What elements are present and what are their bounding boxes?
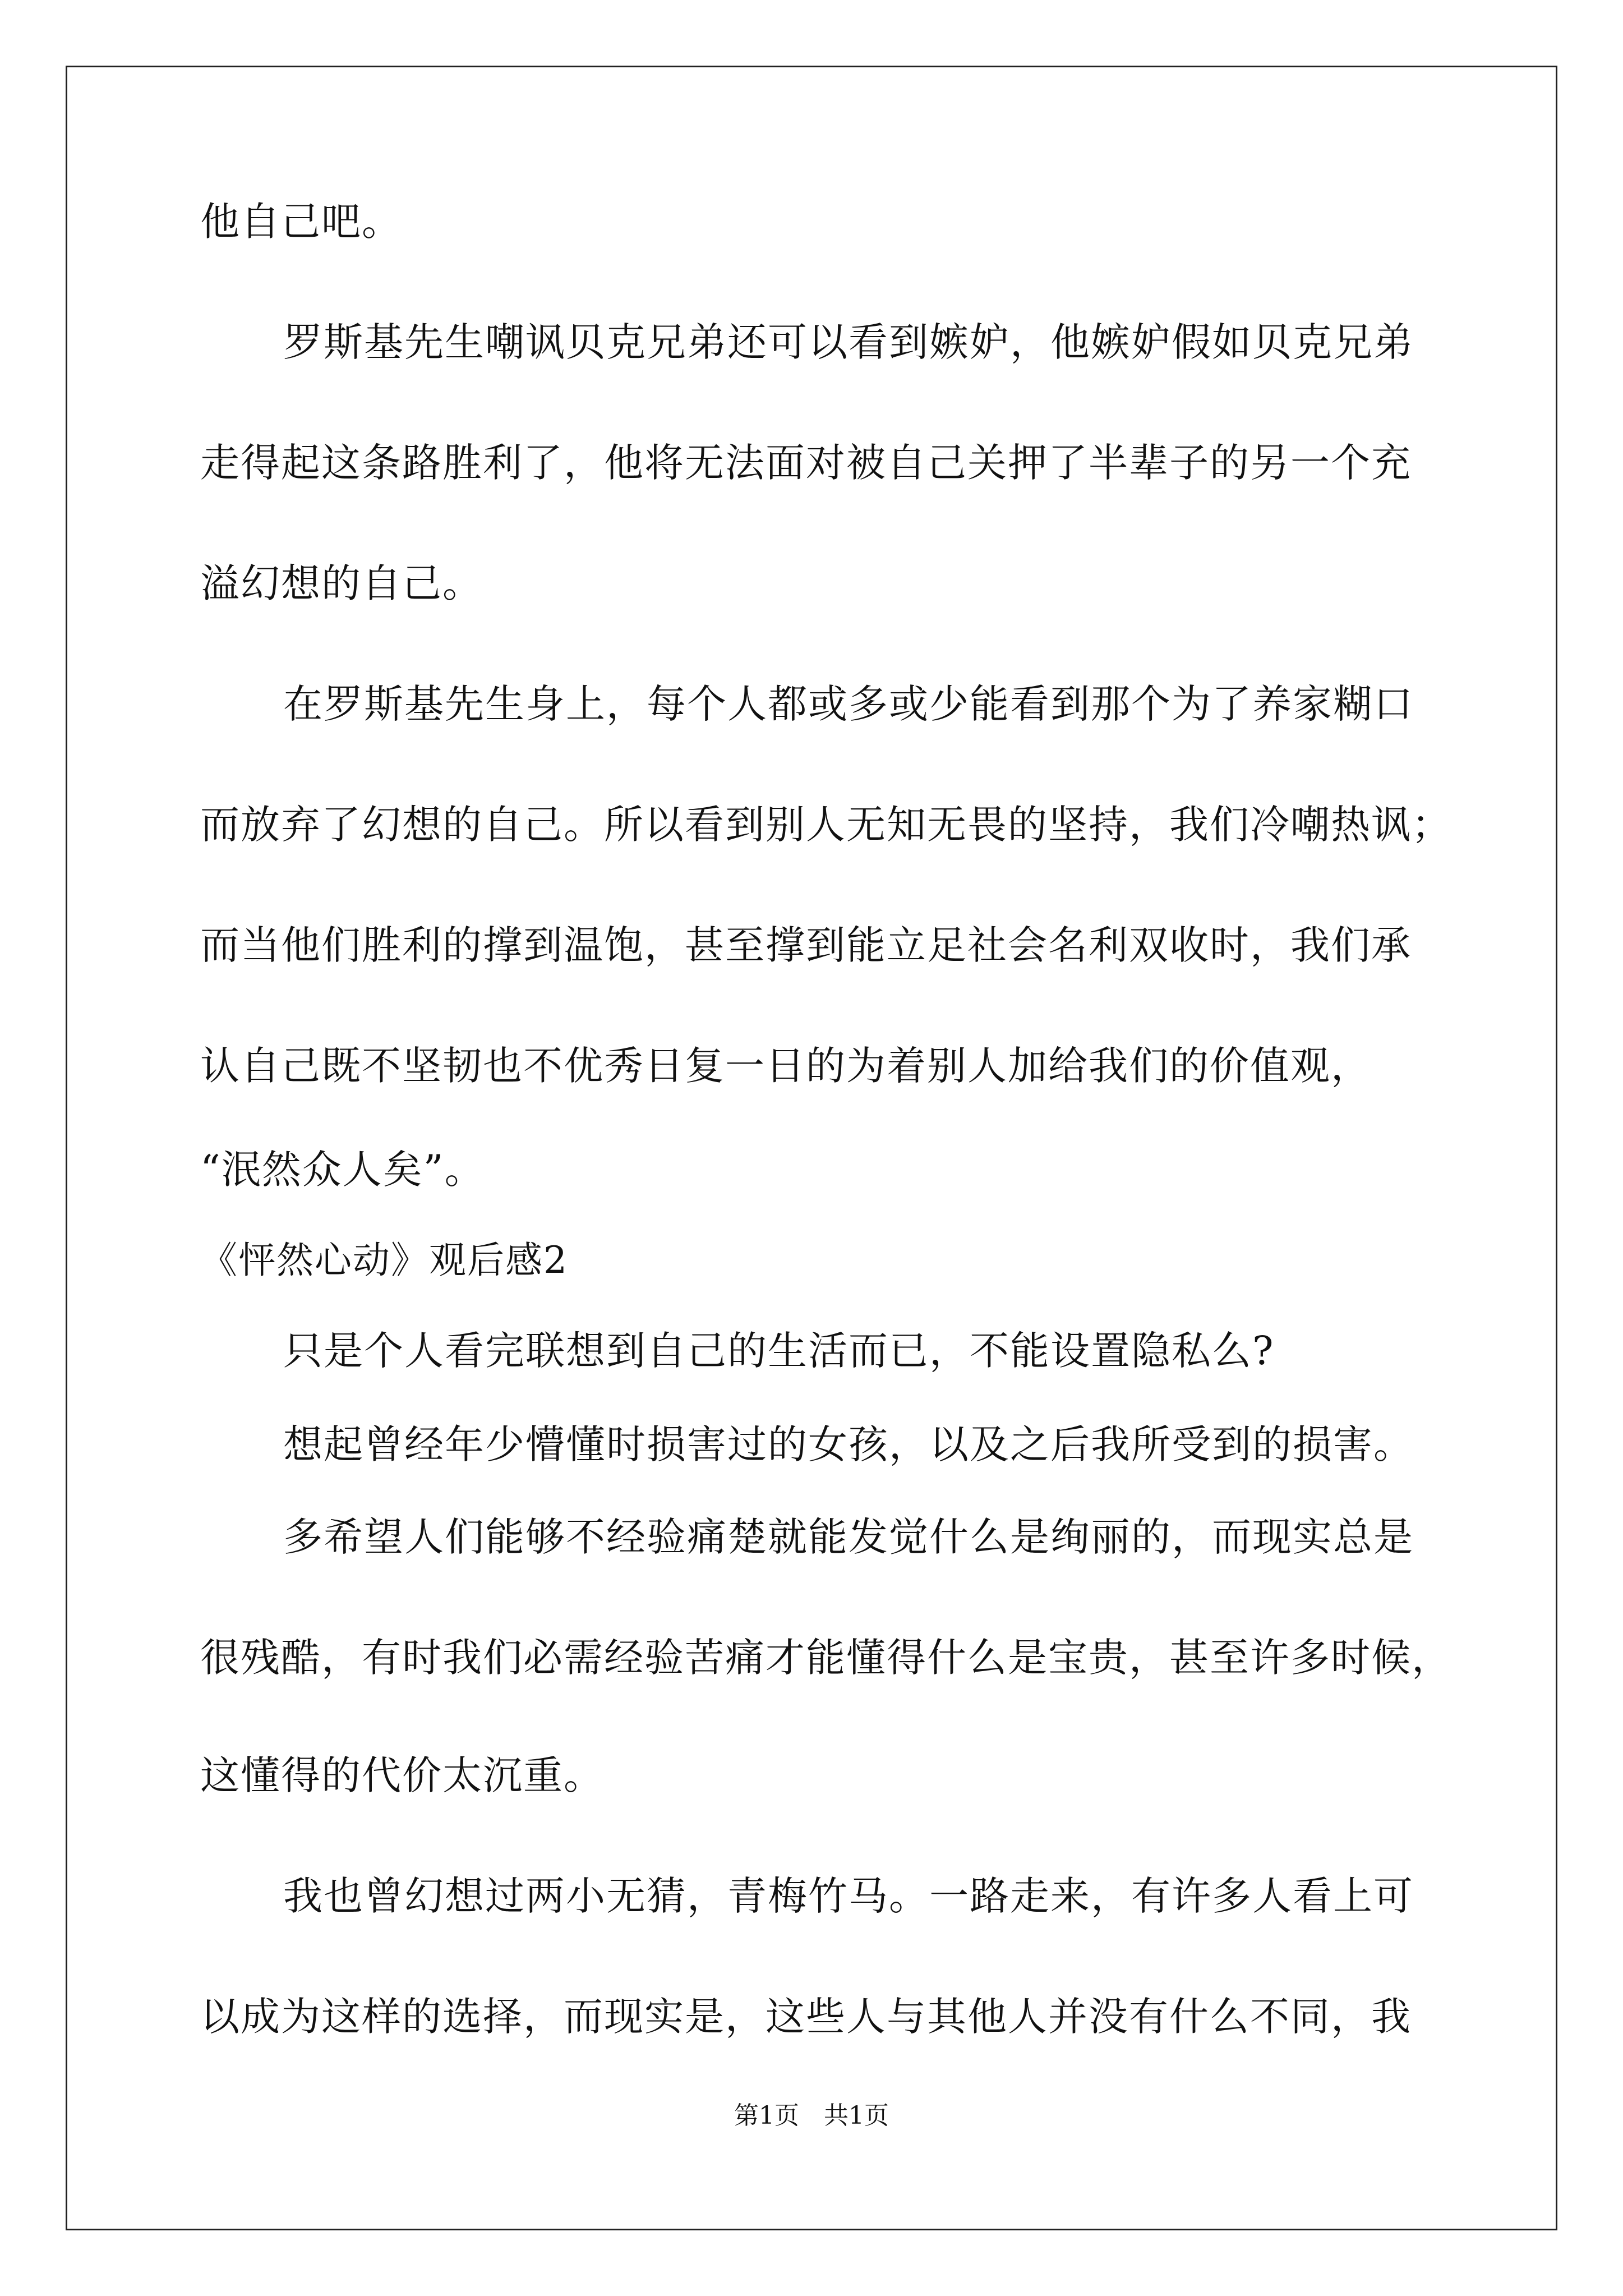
- text-line-2: 罗斯基先生嘲讽贝克兄弟还可以看到嫉妒，他嫉妒假如贝克兄弟: [283, 319, 1414, 365]
- section-heading: 《怦然心动》观后感2: [200, 1239, 568, 1282]
- text-line-12: 想起曾经年少懵懂时损害过的女孩，以及之后我所受到的损害。: [283, 1421, 1414, 1467]
- text-line-5: 在罗斯基先生身上，每个人都或多或少能看到那个为了养家糊口: [283, 681, 1414, 727]
- text-line-7: 而当他们胜利的撑到温饱，甚至撑到能立足社会名利双收时，我们承: [200, 922, 1412, 968]
- text-line-6: 而放弃了幻想的自己。所以看到别人无知无畏的坚持，我们冷嘲热讽；: [200, 802, 1452, 848]
- text-line-15: 这懂得的代价太沉重。: [200, 1752, 604, 1798]
- text-line-3: 走得起这条路胜利了，他将无法面对被自己关押了半辈子的另一个充: [200, 440, 1412, 486]
- page-number-footer: 第1页 共1页: [734, 2101, 889, 2130]
- text-line-4: 溢幻想的自己。: [200, 560, 483, 606]
- text-line-16: 我也曾幻想过两小无猜，青梅竹马。一路走来，有许多人看上可: [283, 1873, 1414, 1919]
- text-line-8: 认自己既不坚韧也不优秀日复一日的为着别人加给我们的价值观，: [200, 1043, 1371, 1089]
- text-line-14: 很残酷，有时我们必需经验苦痛才能懂得什么是宝贵，甚至许多时候，: [200, 1635, 1452, 1681]
- text-line-11: 只是个人看完联想到自己的生活而已，不能设置隐私么?: [283, 1328, 1275, 1374]
- text-line-1: 他自己吧。: [200, 199, 402, 245]
- text-line-9: “泯然众人矣”。: [200, 1147, 485, 1193]
- text-line-17: 以成为这样的选择，而现实是，这些人与其他人并没有什么不同，我: [200, 1994, 1412, 2040]
- text-line-13: 多希望人们能够不经验痛楚就能发觉什么是绚丽的，而现实总是: [283, 1514, 1414, 1560]
